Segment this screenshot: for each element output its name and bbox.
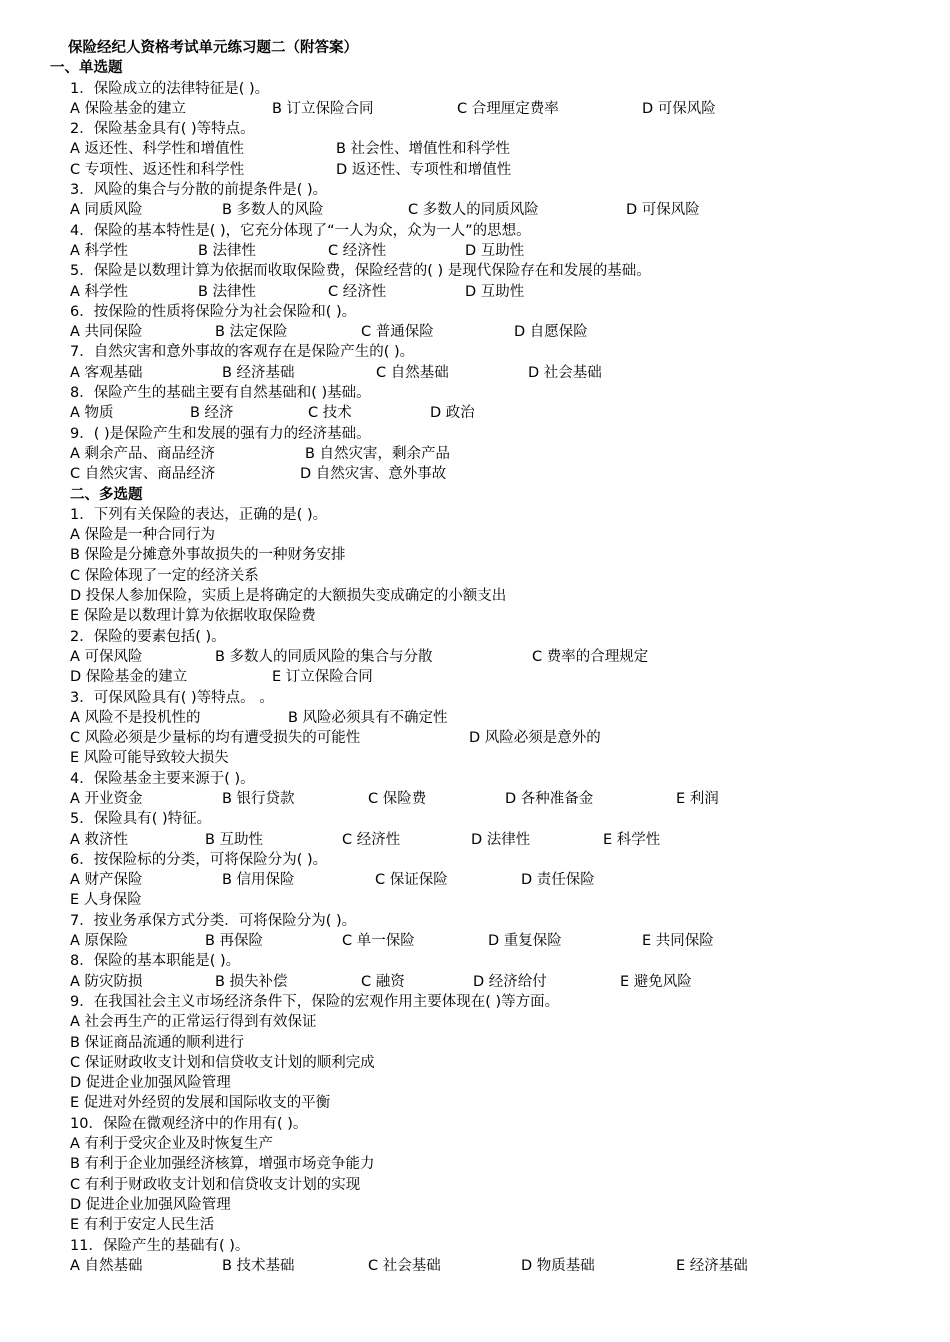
option-b: B 法定保险: [215, 324, 288, 341]
option-a: A 救济性: [70, 831, 129, 848]
single-question-1: 1．保险成立的法律特征是( )。: [70, 80, 270, 97]
option-a: C 风险必须是少量标的均有遭受损失的可能性: [70, 730, 361, 747]
option-a: A 保险基金的建立: [70, 100, 187, 117]
option-c: C 保险费: [368, 790, 427, 807]
multi-question-9-options-row: [0, 1093, 950, 1113]
option-b: B 法律性: [198, 242, 257, 259]
multi-question-9-options-row: [0, 1012, 950, 1032]
option-e: E 科学性: [603, 831, 661, 848]
option-b: B 多数人的风险: [222, 202, 324, 219]
option-a: A 同质风险: [70, 202, 143, 219]
multi-question-5: 5．保险具有( )特征。: [70, 811, 212, 828]
single-question-6-options-row: [0, 322, 950, 342]
option-a: D 促进企业加强风险管理: [70, 1075, 231, 1092]
option-b: B 多数人的同质风险的集合与分散: [215, 648, 433, 665]
option-d: D 经济给付: [473, 973, 547, 990]
document-title: 保险经纪人资格考试单元练习题二（附答案）: [68, 40, 358, 56]
option-a: E 风险可能导致较大损失: [70, 750, 229, 767]
multi-question-9-options-row: [0, 1053, 950, 1073]
single-question-7: 7．自然灾害和意外事故的客观存在是保险产生的( )。: [70, 344, 415, 361]
multi-question-2-options-row: [0, 667, 950, 687]
multi-question-1-options-row: [0, 545, 950, 565]
option-d: D 政治: [430, 405, 475, 422]
option-d: D 法律性: [471, 831, 531, 848]
single-question-2-options-row: [0, 139, 950, 159]
option-d: D 责任保险: [521, 872, 595, 889]
option-e: E 避免风险: [620, 973, 692, 990]
multi-question-10-options-row: [0, 1175, 950, 1195]
single-question-9: 9．( )是保险产生和发展的强有力的经济基础。: [70, 425, 371, 442]
option-b: B 风险必须具有不确定性: [288, 709, 448, 726]
option-a: A 返还性、科学性和增值性: [70, 141, 245, 158]
option-c: C 普通保险: [361, 324, 434, 341]
option-a: D 促进企业加强风险管理: [70, 1196, 231, 1213]
option-d: D 物质基础: [521, 1257, 595, 1274]
option-a: A 原保险: [70, 933, 129, 950]
option-c: C 多数人的同质风险: [408, 202, 539, 219]
option-d: D 自愿保险: [514, 324, 588, 341]
multi-question-2: 2．保险的要素包括( )。: [70, 628, 226, 645]
multi-question-9: 9．在我国社会主义市场经济条件下，保险的宏观作用主要体现在( )等方面。: [70, 993, 560, 1010]
option-a: B 有利于企业加强经济核算，增强市场竞争能力: [70, 1156, 375, 1173]
option-b: B 再保险: [205, 933, 264, 950]
single-question-2-options-row: [0, 160, 950, 180]
option-c: C 社会基础: [368, 1257, 441, 1274]
multi-question-1-options-row: [0, 525, 950, 545]
multi-question-6-options-row: [0, 870, 950, 890]
option-a: E 保险是以数理计算为依据收取保险费: [70, 608, 316, 625]
multi-question-4: 4．保险基金主要来源于( )。: [70, 770, 255, 787]
option-d: D 重复保险: [488, 933, 562, 950]
multi-question-5-options-row: [0, 830, 950, 850]
option-c: C 经济性: [328, 242, 387, 259]
option-b: B 自然灾害，剩余产品: [305, 445, 451, 462]
single-question-2: 2．保险基金具有( )等特点。: [70, 121, 255, 138]
multi-question-1-options-row: [0, 566, 950, 586]
single-question-8-options-row: [0, 403, 950, 423]
multi-question-4-options-row: [0, 789, 950, 809]
option-c: C 费率的合理规定: [532, 648, 649, 665]
option-a: A 可保风险: [70, 648, 143, 665]
option-a: C 保证财政收支计划和信贷收支计划的顺利完成: [70, 1054, 375, 1071]
multi-question-7-options-row: [0, 931, 950, 951]
option-b: E 订立保险合同: [272, 669, 373, 686]
option-a: C 专项性、返还性和科学性: [70, 161, 245, 178]
option-a: D 保险基金的建立: [70, 669, 188, 686]
single-question-3-options-row: [0, 200, 950, 220]
option-b: B 法律性: [198, 283, 257, 300]
multi-question-10-options-row: [0, 1134, 950, 1154]
multi-question-7: 7．按业务承保方式分类．可将保险分为( )。: [70, 912, 357, 929]
option-d: D 互助性: [465, 283, 525, 300]
option-e: E 经济基础: [676, 1257, 748, 1274]
option-e: E 利润: [676, 790, 719, 807]
option-b: D 返还性、专项性和增值性: [336, 161, 512, 178]
option-b: B 经济: [190, 405, 234, 422]
section-heading-multiple-choice: 二、多选题: [70, 486, 143, 503]
single-question-9-options-row: [0, 464, 950, 484]
multi-question-8-options-row: [0, 972, 950, 992]
option-a: A 科学性: [70, 283, 129, 300]
option-c: C 融资: [361, 973, 405, 990]
multi-question-8: 8．保险的基本职能是( )。: [70, 953, 241, 970]
option-a: B 保证商品流通的顺利进行: [70, 1034, 245, 1051]
multi-question-1-options-row: [0, 586, 950, 606]
option-a: A 开业资金: [70, 790, 143, 807]
option-c: C 合理厘定费率: [457, 100, 559, 117]
option-c: C 保证保险: [375, 872, 448, 889]
option-d: D 可保风险: [626, 202, 700, 219]
single-question-3: 3．风险的集合与分散的前提条件是( )。: [70, 182, 328, 199]
option-a: A 社会再生产的正常运行得到有效保证: [70, 1014, 317, 1031]
option-a: A 物质: [70, 405, 114, 422]
single-question-4: 4．保险的基本特性是( )，它充分体现了“一人为众，众为一人”的思想。: [70, 222, 531, 239]
single-question-4-options-row: [0, 241, 950, 261]
option-a: A 科学性: [70, 242, 129, 259]
option-a: D 投保人参加保险，实质上是将确定的大额损失变成确定的小额支出: [70, 588, 507, 605]
option-b: B 互助性: [205, 831, 264, 848]
option-b: B 技术基础: [222, 1257, 295, 1274]
option-a: A 自然基础: [70, 1257, 143, 1274]
option-b: B 社会性、增值性和科学性: [336, 141, 511, 158]
multi-question-10-options-row: [0, 1154, 950, 1174]
option-a: E 人身保险: [70, 892, 142, 909]
single-question-1-options-row: [0, 99, 950, 119]
option-b: B 信用保险: [222, 872, 295, 889]
option-a: C 自然灾害、商品经济: [70, 466, 216, 483]
document: [0, 38, 950, 1276]
option-b: B 经济基础: [222, 364, 295, 381]
option-d: D 社会基础: [528, 364, 602, 381]
option-b: B 订立保险合同: [272, 100, 374, 117]
multi-question-1-options-row: [0, 606, 950, 626]
multi-question-11: 11．保险产生的基础有( )。: [70, 1237, 250, 1254]
option-a: A 财产保险: [70, 872, 143, 889]
option-a: E 有利于安定人民生活: [70, 1217, 215, 1234]
option-c: C 经济性: [328, 283, 387, 300]
option-c: C 技术: [308, 405, 352, 422]
option-a: E 促进对外经贸的发展和国际收支的平衡: [70, 1095, 331, 1112]
multi-question-2-options-row: [0, 647, 950, 667]
multi-question-3-options-row: [0, 708, 950, 728]
multi-question-6: 6．按保险标的分类，可将保险分为( )。: [70, 851, 328, 868]
option-e: E 共同保险: [642, 933, 714, 950]
option-c: C 单一保险: [342, 933, 415, 950]
single-question-9-options-row: [0, 444, 950, 464]
multi-question-9-options-row: [0, 1073, 950, 1093]
option-a: A 剩余产品、商品经济: [70, 445, 216, 462]
option-d: D 互助性: [465, 242, 525, 259]
single-question-7-options-row: [0, 363, 950, 383]
multiple-choice-questions: [0, 505, 950, 1276]
single-question-5: 5．保险是以数理计算为依据而收取保险费，保险经营的( ) 是现代保险存在和发展的基础。: [70, 263, 651, 280]
multi-question-10-options-row: [0, 1215, 950, 1235]
option-a: A 共同保险: [70, 324, 143, 341]
option-a: B 保险是分摊意外事故损失的一种财务安排: [70, 547, 346, 564]
option-a: A 保险是一种合同行为: [70, 527, 216, 544]
single-choice-questions: [0, 79, 950, 485]
option-d: D 各种准备金: [505, 790, 594, 807]
multi-question-3: 3．可保风险具有( )等特点。 。: [70, 689, 274, 706]
option-c: C 经济性: [342, 831, 401, 848]
multi-question-3-options-row: [0, 748, 950, 768]
multi-question-1: 1．下列有关保险的表达，正确的是( )。: [70, 506, 328, 523]
option-a: A 防灾防损: [70, 973, 143, 990]
multi-question-6-options-row: [0, 890, 950, 910]
multi-question-3-options-row: [0, 728, 950, 748]
option-a: A 风险不是投机性的: [70, 709, 201, 726]
multi-question-9-options-row: [0, 1033, 950, 1053]
option-c: C 自然基础: [376, 364, 449, 381]
option-a: C 保险体现了一定的经济关系: [70, 567, 259, 584]
option-a: C 有利于财政收支计划和信贷收支计划的实现: [70, 1176, 361, 1193]
option-b: D 风险必须是意外的: [469, 730, 601, 747]
option-a: A 客观基础: [70, 364, 143, 381]
multi-question-10-options-row: [0, 1195, 950, 1215]
multi-question-11-options-row: [0, 1256, 950, 1276]
option-b: D 自然灾害、意外事故: [300, 466, 447, 483]
option-b: B 损失补偿: [215, 973, 288, 990]
option-d: D 可保风险: [642, 100, 716, 117]
multi-question-10: 10．保险在微观经济中的作用有( )。: [70, 1115, 308, 1132]
single-question-5-options-row: [0, 282, 950, 302]
single-question-6: 6．按保险的性质将保险分为社会保险和( )。: [70, 303, 357, 320]
single-question-8: 8．保险产生的基础主要有自然基础和( )基础。: [70, 385, 371, 402]
section-heading-single-choice: 一、单选题: [50, 60, 123, 77]
option-a: A 有利于受灾企业及时恢复生产: [70, 1136, 274, 1153]
option-b: B 银行贷款: [222, 790, 295, 807]
